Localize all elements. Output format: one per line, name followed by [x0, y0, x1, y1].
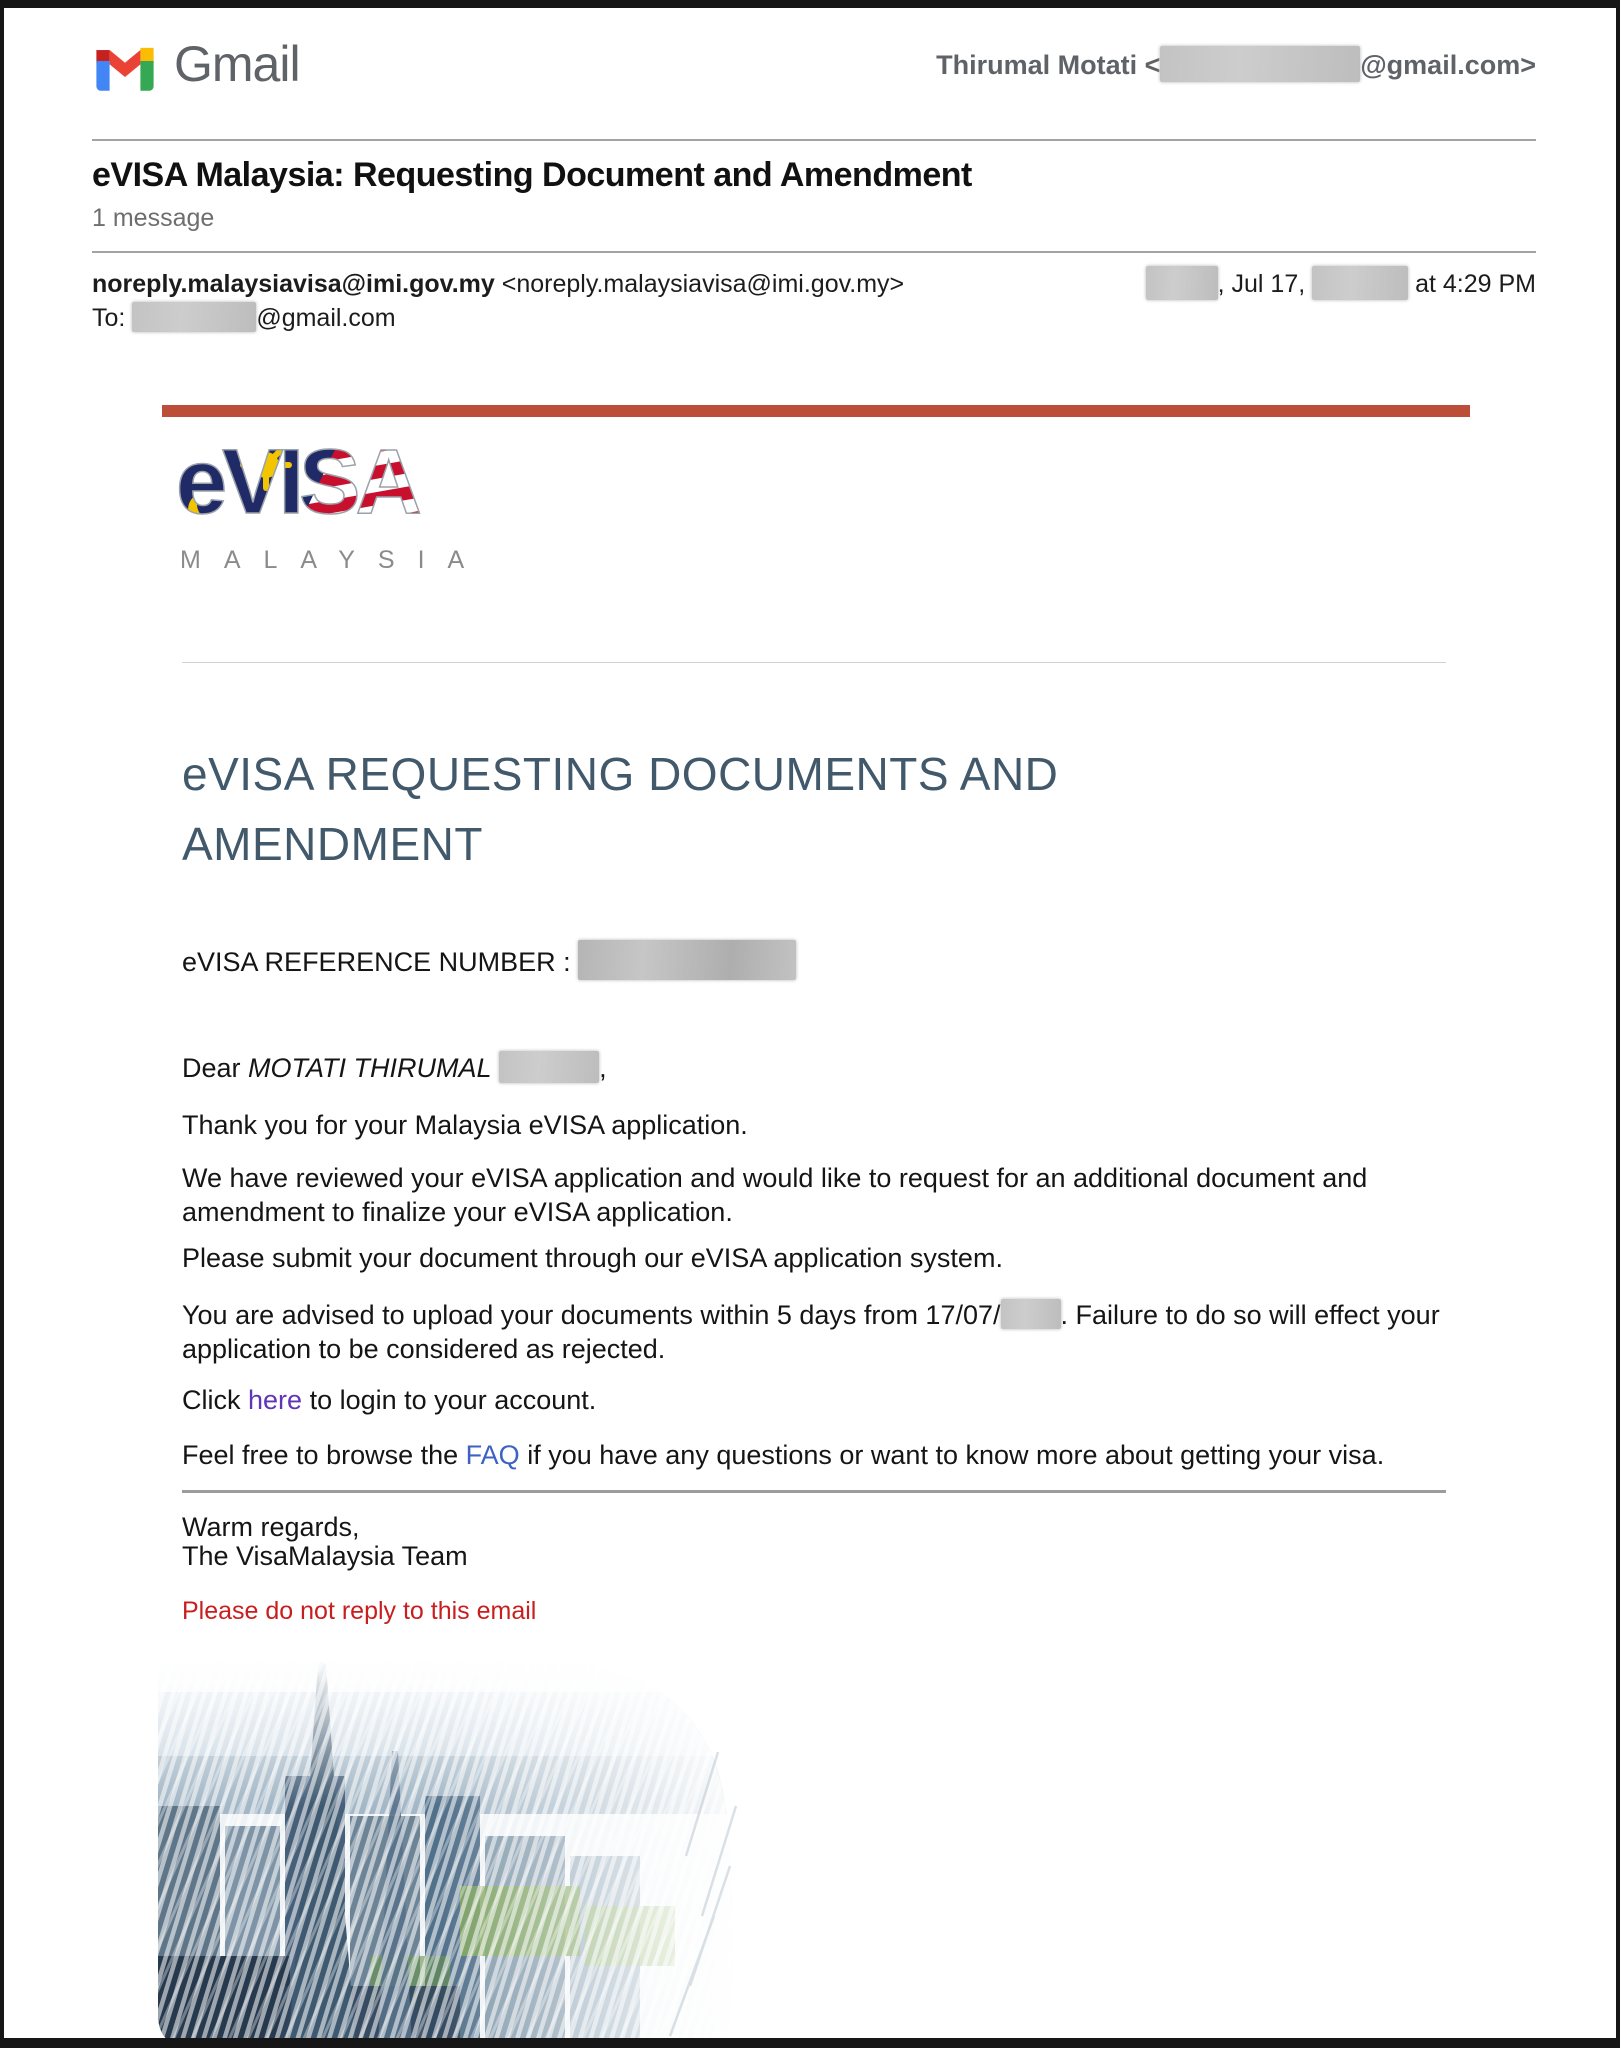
login-text-before: Click: [182, 1385, 241, 1415]
to-label: To:: [92, 304, 126, 332]
gmail-m-icon: [92, 41, 158, 91]
redacted-account-email: [1160, 46, 1360, 82]
paragraph-faq: [182, 1438, 1454, 1472]
message-meta: [92, 268, 1536, 334]
signature-block: [182, 1513, 1454, 1571]
applicant-name: MOTATI THIRUMAL: [248, 1053, 492, 1083]
evisa-flag-logotype-icon: [174, 431, 474, 535]
from-address: <noreply.malaysiavisa@imi.gov.my>: [501, 270, 905, 298]
reference-number-line: [182, 945, 1454, 980]
deadline-text-before: You are advised to upload your documents within 5 days from 17/07/: [182, 1300, 1001, 1330]
no-reply-notice: Please do not reply to this email: [182, 1597, 537, 1625]
email-content: [162, 405, 1470, 1665]
redacted-surname: [499, 1051, 599, 1083]
greeting-suffix: ,: [599, 1053, 607, 1083]
paragraph-reviewed: We have reviewed your eVISA application and would like to request for an additional document and amendment to finalize your eVISA application.: [182, 1163, 1368, 1227]
print-header: [92, 34, 1536, 98]
paragraph-thanks: Thank you for your Malaysia eVISA application.: [182, 1110, 748, 1140]
email-body-title: eVISA REQUESTING DOCUMENTS AND AMENDMENT: [182, 748, 1059, 870]
signature-line2: The VisaMalaysia Team: [182, 1541, 468, 1571]
gmail-wordmark: Gmail: [174, 36, 300, 92]
kl-skyline-sketch-image: [130, 1656, 750, 2048]
from-field: [92, 268, 904, 300]
paragraph-deadline: [182, 1298, 1454, 1366]
deadline-text-after: . Failure to do so will effect your application to be considered as rejected.: [182, 1300, 1440, 1364]
paragraph-login: [182, 1383, 1454, 1417]
redacted-date-year: [1001, 1299, 1061, 1329]
signature-divider: [182, 1490, 1446, 1493]
thread-summary: [92, 156, 972, 233]
greeting-line: [182, 1051, 1454, 1085]
greeting-prefix: Dear: [182, 1053, 241, 1083]
login-here-link[interactable]: here: [248, 1385, 303, 1415]
reference-label: eVISA REFERENCE NUMBER :: [182, 947, 571, 977]
redacted-reference-number: [578, 940, 796, 980]
to-field: [92, 302, 1536, 334]
redacted-recipient: [132, 302, 256, 332]
from-name: noreply.malaysiavisa@imi.gov.my: [92, 270, 495, 298]
evisa-malaysia-logo: [174, 431, 487, 575]
message-count: 1 message: [92, 204, 215, 232]
time-text: at 4:29 PM: [1415, 270, 1536, 298]
faq-text-after: if you have any questions or want to know more about getting your visa.: [527, 1440, 1385, 1470]
brand-accent-bar: [162, 405, 1470, 417]
subject-divider: [92, 251, 1536, 253]
gmail-logo: [92, 36, 300, 93]
paragraph-submit: Please submit your document through our eVISA application system.: [182, 1243, 1003, 1273]
faq-link[interactable]: FAQ: [465, 1440, 520, 1470]
signature-line1: Warm regards,: [182, 1512, 360, 1542]
redacted-year: [1312, 266, 1408, 300]
email-subject: eVISA Malaysia: Requesting Document and Amendment: [92, 156, 972, 194]
account-identity: [936, 50, 1536, 82]
svg-text:eVISA: eVISA: [176, 431, 417, 533]
redacted-weekday: [1146, 266, 1218, 300]
content-divider: [182, 662, 1446, 663]
account-domain: @gmail.com>: [1360, 50, 1536, 81]
logo-country-label: MALAYSIA: [180, 546, 488, 574]
header-divider: [92, 139, 1536, 141]
faq-text-before: Feel free to browse the: [182, 1440, 459, 1470]
account-name: Thirumal Motati <: [936, 50, 1161, 81]
to-domain: @gmail.com: [256, 304, 396, 332]
date-field: [1146, 268, 1536, 300]
date-text: , Jul 17,: [1217, 270, 1306, 298]
login-text-after: to login to your account.: [309, 1385, 597, 1415]
